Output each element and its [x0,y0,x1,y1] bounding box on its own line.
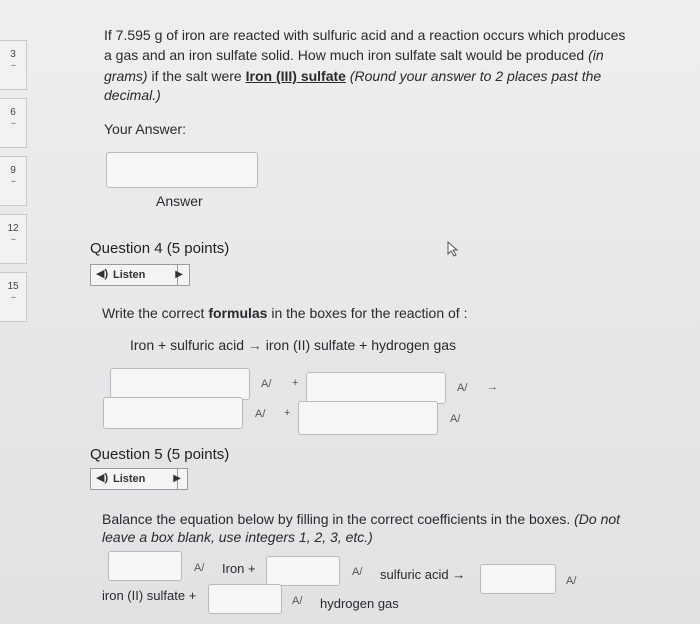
q5-iron-coefficient-input[interactable] [108,551,182,581]
q5-prompt-line-1: Balance the equation below by filling in the correct coefficients in the boxes. (Do not [102,511,621,527]
q3-line-3: grams) if the salt were Iron (III) sulfate (Round your answer to 2 places past the [104,68,602,84]
spellcheck-icon[interactable]: A/ [261,378,272,390]
nav-question-9[interactable]: 9 -- [0,156,27,206]
q3-line-2: a gas and an iron sulfate solid. How much iron sulfate salt would be produced (in [104,47,604,63]
sulfuric-acid-label: sulfuric acid → [380,567,466,582]
q5-sulfuric-coefficient-input[interactable] [266,556,340,586]
arrow-sign: → [487,381,498,393]
cursor-icon [446,241,460,257]
q5-title: Question 5 (5 points) [90,446,230,463]
nav-question-12[interactable]: 12 -- [0,214,27,264]
hydrogen-gas-label: hydrogen gas [320,596,399,611]
q4-prompt: Write the correct formulas in the boxes for the reaction of : [102,305,468,321]
spellcheck-icon[interactable]: A/ [255,408,266,420]
spellcheck-icon[interactable]: A/ [352,566,363,578]
spellcheck-icon[interactable]: A/ [566,575,577,587]
play-icon: ▶ [173,473,181,484]
q4-product-2-input[interactable] [298,401,438,435]
spellcheck-icon[interactable]: A/ [194,562,205,574]
q4-reactant-1-input[interactable] [110,368,250,400]
plus-sign: + [292,377,299,389]
q5-hydrogen-coefficient-input[interactable] [208,584,282,614]
iron-sulfate-label: iron (II) sulfate + [102,588,197,603]
speaker-icon: ◀) [96,472,109,484]
speaker-icon: ◀) [96,268,109,280]
answer-caption: Answer [156,193,203,209]
q4-reactant-2-input[interactable] [306,372,446,404]
q4-product-1-input[interactable] [103,397,243,429]
q4-title: Question 4 (5 points) [90,240,230,257]
spellcheck-icon[interactable]: A/ [292,595,303,607]
q4-reaction: Iron + sulfuric acid → iron (II) sulfate + hydrogen gas [130,337,457,353]
q3-answer-input[interactable] [106,152,258,188]
q3-line-1: If 7.595 g of iron are reacted with sulfuric acid and a reaction occurs which produces [104,27,626,43]
q3-line-4: decimal.) [104,87,161,103]
q4-listen-button[interactable]: ◀) Listen ▶ [90,264,190,286]
nav-question-3[interactable]: 3 -- [0,40,27,90]
q5-prompt-line-2: leave a box blank, use integers 1, 2, 3, etc.) [102,529,373,545]
q5-iron-sulfate-coefficient-input[interactable] [480,564,556,594]
q5-listen-button[interactable]: ◀) Listen ▶ [90,468,188,490]
nav-question-6[interactable]: 6 -- [0,98,27,148]
your-answer-label: Your Answer: [104,121,186,137]
nav-question-15[interactable]: 15 -- [0,272,27,322]
spellcheck-icon[interactable]: A/ [457,382,468,394]
iron-label: Iron + [222,561,256,576]
plus-sign: + [284,407,291,419]
spellcheck-icon[interactable]: A/ [450,413,461,425]
play-icon: ▶ [175,269,183,280]
